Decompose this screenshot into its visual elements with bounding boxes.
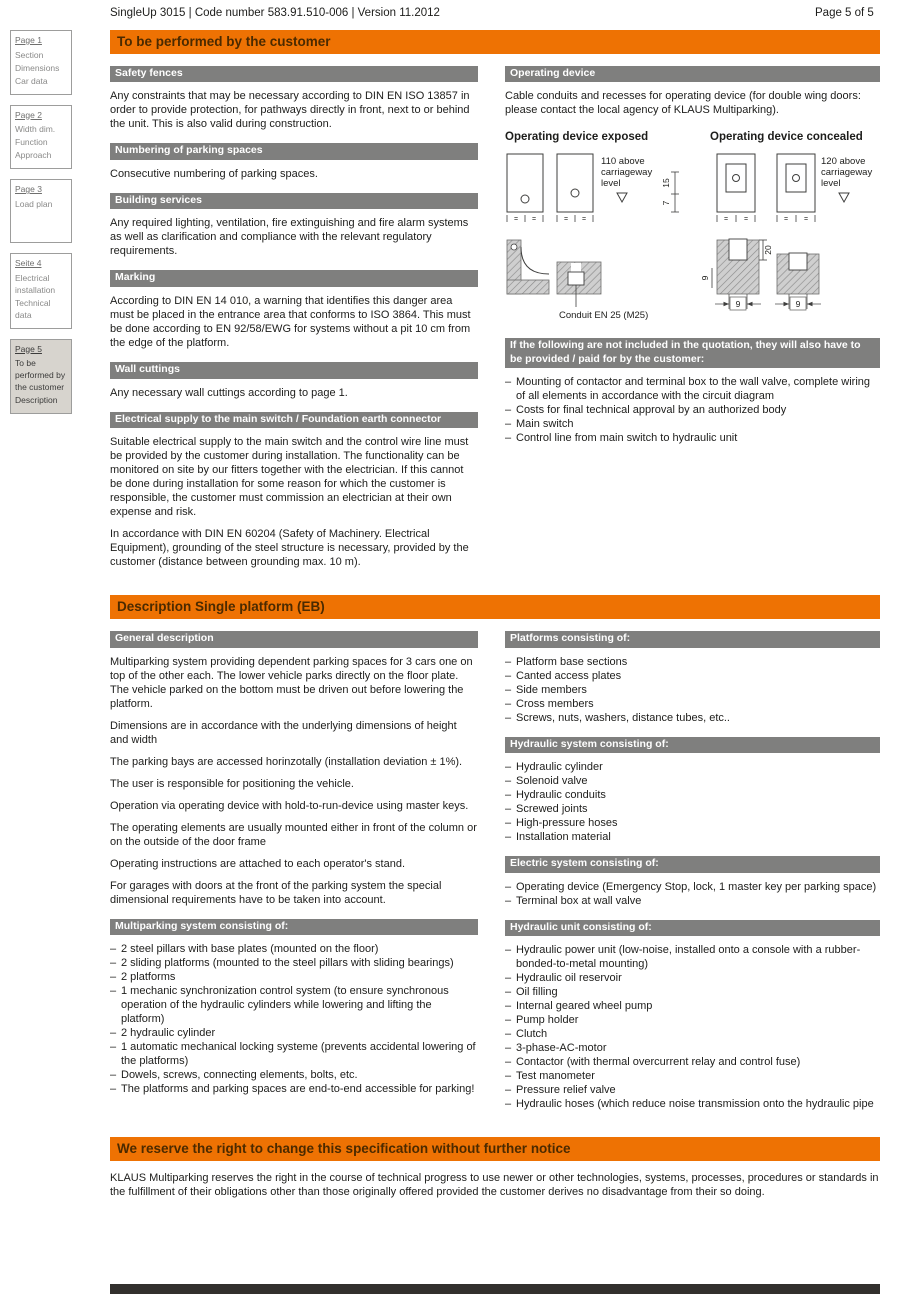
dash-list — [505, 375, 880, 445]
list-item: – Cross members — [505, 697, 880, 711]
paragraph: The user is responsible for positioning the vehicle. — [110, 777, 354, 790]
list-item: – Clutch — [505, 1027, 880, 1041]
operating-device-diagram — [505, 148, 880, 326]
paragraph: Suitable electrical supply to the main switch and the control wire line must be provided by the customer during installation. The functionality can be monitored on site by our fitters together with the electrician. If this cannot be done during installation for some reason for which the customer is responsible, the customer must commission an electrician at their own expense and risk. — [110, 436, 469, 519]
list-item: – 2 steel pillars with base plates (mounted on the floor) — [110, 942, 478, 956]
footer-bar — [110, 1284, 880, 1294]
list-item: – 2 sliding platforms (mounted to the steel pillars with sliding bearings) — [110, 956, 478, 970]
diagram-title-exposed: Operating device exposed — [505, 131, 649, 144]
concealed-level-label: 120 above — [821, 156, 866, 168]
sidebar-page-title: Page 1 — [15, 35, 42, 45]
description-left-column — [110, 619, 478, 1104]
section-heading: Numbering of parking spaces — [110, 143, 478, 160]
dash-list — [505, 943, 880, 1111]
list-item: – 2 platforms — [110, 970, 478, 984]
paragraph: Consecutive numbering of parking spaces. — [110, 167, 318, 180]
quotation-exclusions-block — [505, 338, 880, 445]
dim-7: 7 — [661, 200, 671, 206]
sidebar-page-line: Width dim. — [15, 124, 56, 135]
list-item: – Platform base sections — [505, 655, 880, 669]
sidebar-page-line: Section — [15, 49, 44, 60]
list-item: – Solenoid valve — [505, 774, 880, 788]
section-heading: Multiparking system consisting of: — [110, 919, 478, 936]
list-item: – Main switch — [505, 417, 880, 431]
list-item: – Operating device (Emergency Stop, lock, 1 master key per parking space) — [505, 880, 880, 894]
section-heading: Marking — [110, 270, 478, 287]
section-performed — [110, 54, 880, 578]
banner-performed-by-customer: To be performed by the customer — [110, 30, 880, 54]
banner-description: Description Single platform (EB) — [110, 595, 880, 619]
section-heading: Hydraulic system consisting of: — [505, 737, 880, 754]
list-item: – Screwed joints — [505, 802, 880, 816]
sidebar-page-line: To be performed by the customer — [15, 358, 66, 393]
paragraph: The parking bays are accessed horinzotally (installation deviation ± 1%). — [110, 755, 463, 768]
paragraph: Any necessary wall cuttings according to page 1. — [110, 386, 348, 399]
list-item: – Canted access plates — [505, 669, 880, 683]
dash-list — [505, 655, 880, 725]
list-item: – Hydraulic power unit (low-noise, installed onto a console with a rubber-bonded-to-metal mounting) — [505, 943, 880, 971]
sidebar-page-box[interactable] — [10, 339, 72, 414]
list-item: – Pump holder — [505, 1013, 880, 1027]
section-heading: Operating device — [505, 66, 880, 83]
dim-15: 15 — [661, 178, 671, 188]
list-item: – The platforms and parking spaces are end-to-end accessible for parking! — [110, 1082, 478, 1096]
level-triangle-icon — [839, 193, 849, 202]
sidebar-page-title: Page 2 — [15, 109, 42, 120]
align-mark: = — [803, 216, 809, 224]
list-item: – High-pressure hoses — [505, 816, 880, 830]
list-item: – Contactor (with thermal overcurrent relay and control fuse) — [505, 1055, 880, 1069]
paragraph: Any constraints that may be necessary according to DIN EN ISO 13857 in order to provide protection, for pathways directly in front, next to or behind the unit. This is also valid during construction. — [110, 90, 470, 131]
sidebar-page-box[interactable] — [10, 253, 72, 328]
list-item: – Side members — [505, 683, 880, 697]
sidebar — [10, 30, 72, 424]
diagram-title-concealed: Operating device concealed — [710, 131, 863, 144]
list-item: – Hydraulic hoses (which reduce noise transmission onto the hydraulic pipe — [505, 1097, 880, 1111]
section-heading: Wall cuttings — [110, 362, 478, 379]
align-mark: = — [581, 216, 587, 224]
list-item: – Costs for final technical approval by an authorized body — [505, 403, 880, 417]
paragraph: Dimensions are in accordance with the underlying dimensions of height and width — [110, 719, 457, 746]
align-mark: = — [743, 216, 749, 224]
exposed-level-label: level — [601, 178, 621, 190]
paragraph: For garages with doors at the front of the parking system the special dimensional requirements have to be taken into account. — [110, 879, 442, 906]
paragraph: Operating instructions are attached to each operator's stand. — [110, 857, 405, 870]
list-item: – Hydraulic conduits — [505, 788, 880, 802]
dim-9: 9 — [735, 299, 741, 310]
dash-list — [110, 942, 478, 1096]
paragraph: Operation via operating device with hold-to-run-device using master keys. — [110, 799, 469, 812]
page-number: Page 5 of 5 — [815, 7, 874, 19]
sidebar-page-line: Approach — [15, 150, 52, 161]
sidebar-page-line: Description — [15, 395, 58, 406]
list-item: – 1 automatic mechanical locking systeme (prevents accidental lowering of the platforms) — [110, 1040, 478, 1068]
performed-right-column — [505, 54, 880, 454]
section-description — [110, 619, 880, 1120]
list-item: – Test manometer — [505, 1069, 880, 1083]
sidebar-page-box[interactable] — [10, 105, 72, 170]
concealed-level-label: carriageway — [821, 167, 873, 179]
sidebar-page-line: Function — [15, 137, 48, 148]
list-item: – 1 mechanic synchronization control system (to ensure synchronous operation of the hydraulic cylinders while lowering and lifting the platform) — [110, 984, 478, 1026]
banner-notice: We reserve the right to change this specification without further notice — [110, 1137, 880, 1161]
section-heading: Safety fences — [110, 66, 478, 83]
section-heading: General description — [110, 631, 478, 648]
list-item: – Dowels, screws, connecting elements, bolts, etc. — [110, 1068, 478, 1082]
dim-9: 9 — [795, 299, 801, 310]
list-item: – Hydraulic cylinder — [505, 760, 880, 774]
section-heading: Hydraulic unit consisting of: — [505, 920, 880, 937]
list-item: – Mounting of contactor and terminal box to the wall valve, complete wiring of all elements in accordance with the circuit diagram — [505, 375, 880, 403]
list-item: – 2 hydraulic cylinder — [110, 1026, 478, 1040]
align-mark: = — [531, 216, 537, 224]
description-right-column — [505, 619, 880, 1120]
operating-device-block — [505, 66, 880, 118]
sidebar-page-line: Technical data — [15, 297, 51, 320]
dash-list — [505, 760, 880, 844]
list-item: – Hydraulic oil reservoir — [505, 971, 880, 985]
sidebar-page-line: Car data — [15, 75, 48, 86]
list-item: – Oil filling — [505, 985, 880, 999]
performed-left-column — [110, 54, 478, 578]
dash-list — [505, 880, 880, 908]
dim-20: 20 — [763, 245, 773, 255]
sidebar-page-box[interactable] — [10, 30, 72, 95]
paragraph: Multiparking system providing dependent parking spaces for 3 cars one on top of the other each. The lower vehicle parks directly on the floor plate. The vehicle parked on the bottom must be driven out before lowering the platform. — [110, 655, 473, 710]
list-item: – Pressure relief valve — [505, 1083, 880, 1097]
section-heading: Electrical supply to the main switch / Foundation earth connector — [110, 412, 478, 429]
section-heading: Platforms consisting of: — [505, 631, 880, 648]
section-heading: If the following are not included in the quotation, they will also have to be provided / paid for by the customer: — [505, 338, 880, 368]
conduit-label: Conduit EN 25 (M25) — [559, 310, 649, 322]
paragraph: Any required lighting, ventilation, fire extinguishing and fire alarm systems as well as clarification and compliance with the relevant regulatory requirements. — [110, 217, 469, 258]
align-mark: = — [513, 216, 519, 224]
paragraph: In accordance with DIN EN 60204 (Safety of Machinery. Electrical Equipment), grounding of the steel structure is necessary, provided by the customer (distance between grounding max. 10 m). — [110, 528, 469, 569]
sidebar-page-title: Seite 4 — [15, 258, 42, 269]
sidebar-page-line: Dimensions — [15, 62, 60, 73]
sidebar-page-line: Load plan — [15, 199, 53, 210]
sidebar-page-title: Page 3 — [15, 184, 42, 195]
document-title: SingleUp 3015 | Code number 583.91.510-006 | Version 11.2012 — [110, 7, 440, 19]
section-heading: Electric system consisting of: — [505, 856, 880, 873]
list-item: – Internal geared wheel pump — [505, 999, 880, 1013]
list-item: – Terminal box at wall valve — [505, 894, 880, 908]
paragraph: According to DIN EN 14 010, a warning that identifies this danger area must be placed in the entrance area that conforms to ISO 3864. This must be done according to EN 92/58/EWG for systems without a pit 10 cm from the edge of the platform. — [110, 295, 471, 350]
list-item: – Installation material — [505, 830, 880, 844]
sidebar-page-title: Page 5 — [15, 343, 42, 354]
main-content — [110, 30, 880, 1199]
exposed-level-label: carriageway — [601, 167, 653, 179]
paragraph: Cable conduits and recesses for operating device (for double wing doors: please contact the local agency of KLAUS Multiparking). — [505, 90, 861, 117]
paragraph: The operating elements are usually mounted either in front of the column or on the outside of the door frame — [110, 821, 477, 848]
sidebar-page-box[interactable] — [10, 179, 72, 243]
list-item: – Screws, nuts, washers, distance tubes, etc.. — [505, 711, 880, 725]
diagram-titles — [505, 131, 880, 143]
concealed-level-label: level — [821, 178, 841, 190]
exposed-level-label: 110 above — [601, 156, 645, 168]
list-item: – 3-phase-AC-motor — [505, 1041, 880, 1055]
section-heading: Building services — [110, 193, 478, 210]
notice-text: KLAUS Multiparking reserves the right in the course of technical progress to use newer or other technologies, systems, processes, procedures or standards in the fulfillment of their obligations other than those originally offered provided the customer derives no disadvantage from their so doing. — [110, 1171, 879, 1198]
align-mark: = — [563, 216, 569, 224]
align-mark: = — [723, 216, 729, 224]
dim-9: 9 — [700, 275, 710, 281]
list-item: – Control line from main switch to hydraulic unit — [505, 431, 880, 445]
sidebar-page-line: Electrical installation — [15, 273, 56, 295]
level-triangle-icon — [617, 193, 627, 202]
align-mark: = — [783, 216, 789, 224]
